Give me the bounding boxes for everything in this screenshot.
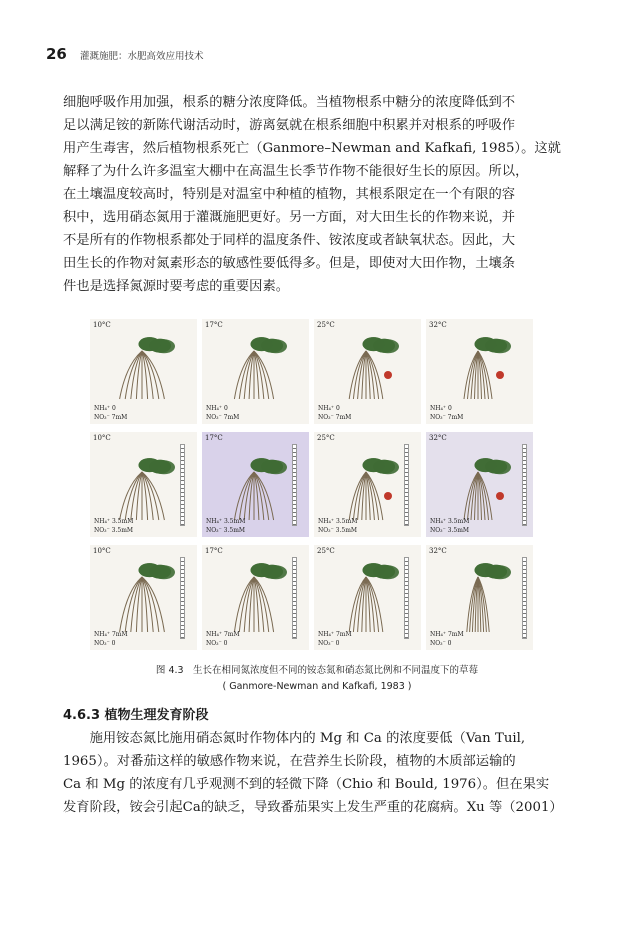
root-line [142, 577, 148, 632]
root-line [142, 351, 159, 399]
plant-photo-panel [90, 319, 197, 424]
nitrate-label: NO₃⁻ 7mM [318, 414, 352, 421]
plant-photo-panel [314, 545, 421, 650]
text-line: 不是所有的作物根系都处于同样的温度条件、铵浓度或者缺氧状态。因此，大 [63, 233, 516, 248]
text-line: 施用铵态氮比施用硝态氮时作物体内的 Mg 和 Ca 的浓度要低（Van Tuil, [63, 731, 526, 746]
text-line: 发育阶段，铵会引起Ca的缺乏，导致番茄果实上发生严重的花腐病。Xu 等（2001） [63, 800, 563, 815]
measuring-ruler [180, 444, 185, 526]
ammonium-label: NH₄⁺ 3.5mM [94, 518, 134, 525]
body-paragraph-2 [63, 727, 561, 819]
temperature-label: 10°C [93, 434, 111, 442]
leaf-shape [475, 563, 497, 577]
text-line: 用产生毒害，然后植物根系死亡（Ganmore–Newman and Kafkafi, 1985）。这就 [63, 141, 561, 156]
text-line: 1965）。对番茄这样的敏感作物来说，在营养生长阶段，植物的木质部运输的 [63, 754, 516, 769]
temperature-label: 17°C [205, 547, 223, 555]
root-line [142, 472, 159, 520]
temperature-label: 25°C [317, 547, 335, 555]
fruit-shape [496, 371, 504, 379]
leaf-shape [251, 337, 273, 351]
leaf-shape [251, 563, 273, 577]
temperature-label: 32°C [429, 321, 447, 329]
ammonium-label: NH₄⁺ 3.5mM [206, 518, 246, 525]
ammonium-label: NH₄⁺ 0 [430, 405, 452, 412]
leaf-shape [139, 337, 161, 351]
temperature-label: 10°C [93, 547, 111, 555]
root-line [125, 351, 142, 399]
plant-photo-panel [314, 432, 421, 537]
plant-photo-panel [426, 545, 533, 650]
plant-photo-panel [202, 545, 309, 650]
figure-caption-source: ( Ganmore-Newman and Kafkafi, 1983 ) [222, 681, 412, 692]
nitrate-label: NO₃⁻ 0 [206, 640, 228, 647]
temperature-label: 17°C [205, 434, 223, 442]
temperature-label: 25°C [317, 321, 335, 329]
root-line [136, 577, 142, 632]
leaf-shape [139, 458, 161, 472]
ammonium-label: NH₄⁺ 3.5mM [430, 518, 470, 525]
plant-photo-panel [90, 432, 197, 537]
nitrate-label: NO₃⁻ 7mM [206, 414, 240, 421]
measuring-ruler [522, 444, 527, 526]
nitrate-label: NO₃⁻ 0 [94, 640, 116, 647]
nitrate-label: NO₃⁻ 3.5mM [206, 527, 246, 534]
text-line: 在土壤温度较高时，特别是对温室中种植的植物，其根系限定在一个有限的容 [63, 187, 516, 202]
leaf-shape [475, 337, 497, 351]
measuring-ruler [292, 557, 297, 639]
text-line: 件也是选择氮源时要考虑的重要因素。 [63, 279, 290, 294]
plant-photo-panel [90, 545, 197, 650]
body-paragraph-1 [63, 91, 561, 298]
temperature-label: 25°C [317, 434, 335, 442]
section-heading: 4.6.3 植物生理发育阶段 [63, 708, 209, 723]
text-line: 足以满足铵的新陈代谢活动时，游离氨就在根系细胞中积累并对根系的呼吸作 [63, 118, 516, 133]
running-head: 灌溉施肥：水肥高效应用技术 [79, 51, 204, 62]
temperature-label: 17°C [205, 321, 223, 329]
measuring-ruler [292, 444, 297, 526]
text-line: 解释了为什么许多温室大棚中在高温生长季节作物不能很好生长的原因。所以， [63, 164, 529, 179]
ammonium-label: NH₄⁺ 7mM [206, 631, 240, 638]
figure-caption: 图 4.3 生长在相同氮浓度但不同的铵态氮和硝态氮比例和不同温度下的草莓 [155, 665, 479, 676]
fruit-shape [496, 492, 504, 500]
nitrate-label: NO₃⁻ 3.5mM [430, 527, 470, 534]
ammonium-label: NH₄⁺ 3.5mM [318, 518, 358, 525]
figure-strawberry-grid [90, 319, 536, 649]
leaf-shape [251, 458, 273, 472]
text-line: 细胞呼吸作用加强，根系的糖分浓度降低。当植物根系中糖分的浓度降低到不 [63, 95, 516, 110]
plant-photo-panel [426, 319, 533, 424]
plant-photo-panel [314, 319, 421, 424]
plant-photo-panel [202, 432, 309, 537]
nitrate-label: NO₃⁻ 3.5mM [318, 527, 358, 534]
root-line [125, 472, 142, 520]
nitrate-label: NO₃⁻ 3.5mM [94, 527, 134, 534]
measuring-ruler [404, 557, 409, 639]
measuring-ruler [522, 557, 527, 639]
nitrate-label: NO₃⁻ 0 [318, 640, 340, 647]
ammonium-label: NH₄⁺ 7mM [94, 631, 128, 638]
leaf-shape [363, 337, 385, 351]
temperature-label: 10°C [93, 321, 111, 329]
plant-photo-panel [202, 319, 309, 424]
measuring-ruler [404, 444, 409, 526]
temperature-label: 32°C [429, 547, 447, 555]
nitrate-label: NO₃⁻ 7mM [430, 414, 464, 421]
leaf-shape [139, 563, 161, 577]
leaf-shape [363, 563, 385, 577]
leaf-shape [363, 458, 385, 472]
temperature-label: 32°C [429, 434, 447, 442]
ammonium-label: NH₄⁺ 0 [318, 405, 340, 412]
ammonium-label: NH₄⁺ 7mM [318, 631, 352, 638]
ammonium-label: NH₄⁺ 0 [94, 405, 116, 412]
nitrate-label: NO₃⁻ 0 [430, 640, 452, 647]
fruit-shape [384, 492, 392, 500]
plant-photo-panel [426, 432, 533, 537]
nitrate-label: NO₃⁻ 7mM [94, 414, 128, 421]
page-number: 26 [46, 45, 67, 63]
text-line: 田生长的作物对氮素形态的敏感性要低得多。但是，即使对大田作物，土壤条 [63, 256, 516, 271]
ammonium-label: NH₄⁺ 7mM [430, 631, 464, 638]
ammonium-label: NH₄⁺ 0 [206, 405, 228, 412]
fruit-shape [384, 371, 392, 379]
text-line: 积中，选用硝态氮用于灌溉施肥更好。另一方面，对大田生长的作物来说，并 [63, 210, 516, 225]
leaf-shape [475, 458, 497, 472]
page-header [46, 44, 203, 63]
measuring-ruler [180, 557, 185, 639]
text-line: Ca 和 Mg 的浓度有几乎观测不到的轻微下降（Chio 和 Bould, 1976）。但在果实 [63, 777, 550, 792]
